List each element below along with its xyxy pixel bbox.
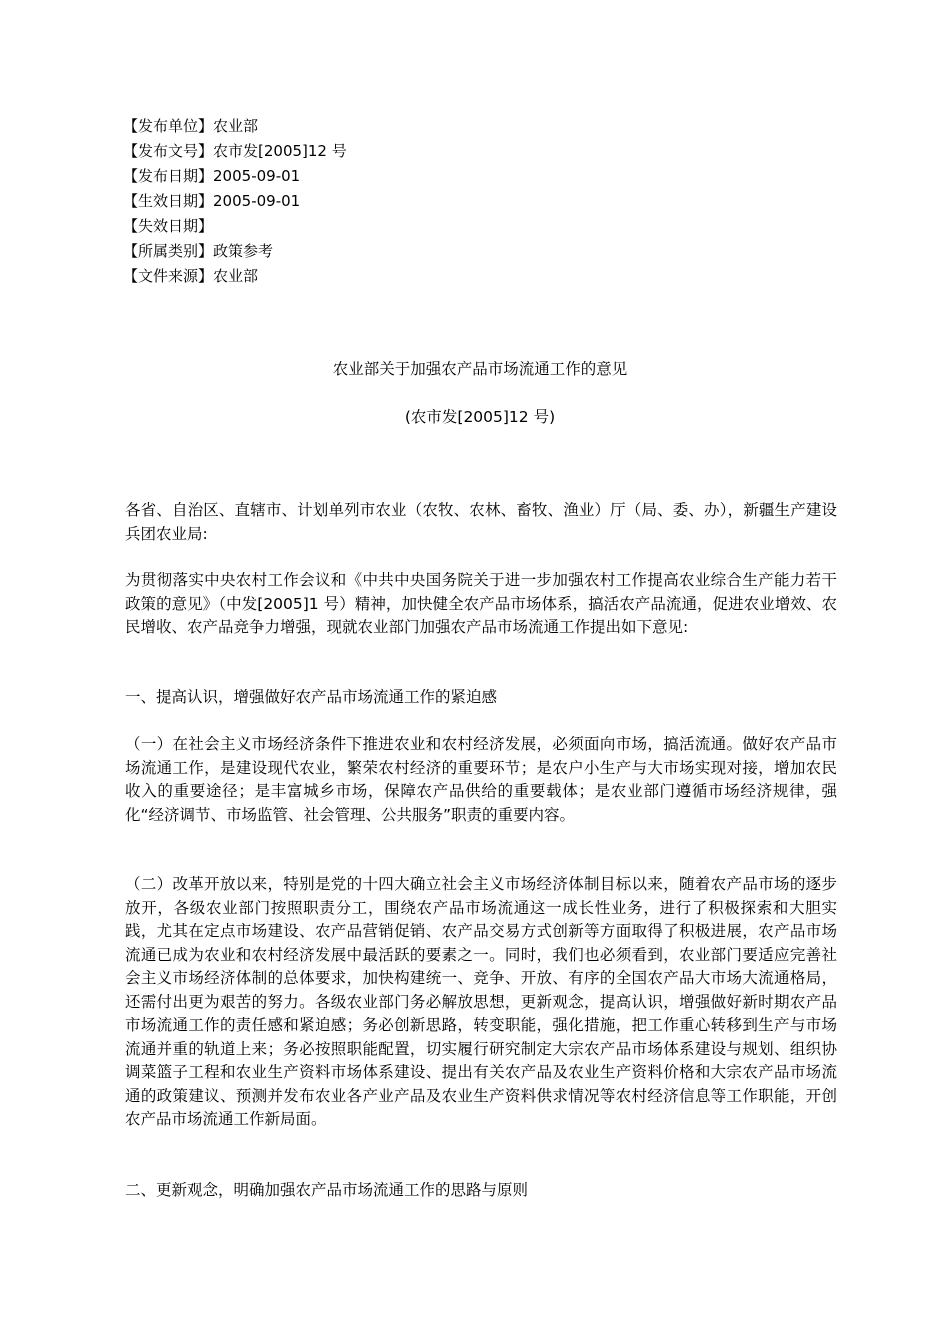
meta-label: 【生效日期】 [123,192,214,210]
section-heading-2: 二、更新观念，明确加强农产品市场流通工作的思路与原则 [125,1181,529,1199]
meta-label: 【发布日期】 [123,167,214,185]
subsection-paragraph-2: （二）改革开放以来，特别是党的十四大确立社会主义市场经济体制目标以来，随着农产品市场的逐步放开，各级农业部门按照职责分工，围绕农产品市场流通这一成长性业务，进行了积极探索和大胆实践，尤其在定点市场建设、农产品营销促销、农产品交易方式创新等方面取得了积极进展，农产品市场流通已成为农业和农村经济发展中最活跃的要素之一。同时，我们也必须看到，农业部门要适应完善社会主义市场经济体制的总体要求，加快构建统一、竞争、开放、有序的全国农产品大市场大流通格局，还需付出更为艰苦的努力。各级农业部门务必解放思想，更新观念，提高认识，增强做好新时期农产品市场流通工作的责任感和紧迫感；务必创新思路，转变职能，强化措施，把工作重心转移到生产与市场流通并重的轨道上来；务必按照职能配置，切实履行研究制定大宗农产品市场体系建设与规划、组织协调菜篮子工程和农业生产资料市场体系建设、提出有关农产品及农业生产资料价格和大宗农产品市场流通的政策建议、预测并发布农业各产业产品及农业生产资料供求情况等农村经济信息等工作职能，开创农产品市场流通工作新局面。 [125,875,837,1128]
document-number: (农市发[2005]12 号) [404,408,556,426]
meta-expiry-date [123,214,347,239]
meta-value: 政策参考 [213,242,274,260]
meta-value: 农市发[2005]12 号 [213,142,347,160]
meta-label: 【所属类别】 [123,242,214,260]
meta-publish-date [123,164,347,189]
meta-source [123,264,347,289]
meta-value: 2005-09-01 [213,167,301,185]
section-heading-1: 一、提高认识，增强做好农产品市场流通工作的紧迫感 [125,688,498,706]
subsection-paragraph-1: （一）在社会主义市场经济条件下推进农业和农村经济发展，必须面向市场，搞活流通。做好农产品市场流通工作，是建设现代农业，繁荣农村经济的重要环节；是农户小生产与大市场实现对接，增加农民收入的重要途径；是丰富城乡市场，保障农产品供给的重要载体；是农业部门遵循市场经济规律，强化“经济调节、市场监管、社会管理、公共服务”职责的重要内容。 [125,735,837,824]
meta-effective-date [123,189,347,214]
meta-value: 2005-09-01 [213,192,301,210]
intro-paragraph: 为贯彻落实中央农村工作会议和《中共中央国务院关于进一步加强农村工作提高农业综合生产能力若干政策的意见》（中发[2005]1 号）精神，加快健全农产品市场体系，搞活农产品流通，促进农业增效、农民增收、农产品竞争力增强，现就农业部门加强农产品市场流通工作提出如下意见: [125,571,837,636]
meta-publisher [123,114,347,139]
meta-label: 【失效日期】 [123,217,214,235]
meta-value: 农业部 [213,117,259,135]
document-title: 农业部关于加强农产品市场流通工作的意见 [332,360,628,378]
addressee-paragraph: 各省、自治区、直辖市、计划单列市农业（农牧、农林、畜牧、渔业）厅（局、委、办），新疆生产建设兵团农业局: [125,501,837,543]
meta-label: 【文件来源】 [123,267,214,285]
document-metadata [123,114,347,289]
meta-category [123,239,347,264]
meta-label: 【发布单位】 [123,117,214,135]
meta-value: 农业部 [213,267,259,285]
meta-label: 【发布文号】 [123,142,214,160]
meta-document-number [123,139,347,164]
